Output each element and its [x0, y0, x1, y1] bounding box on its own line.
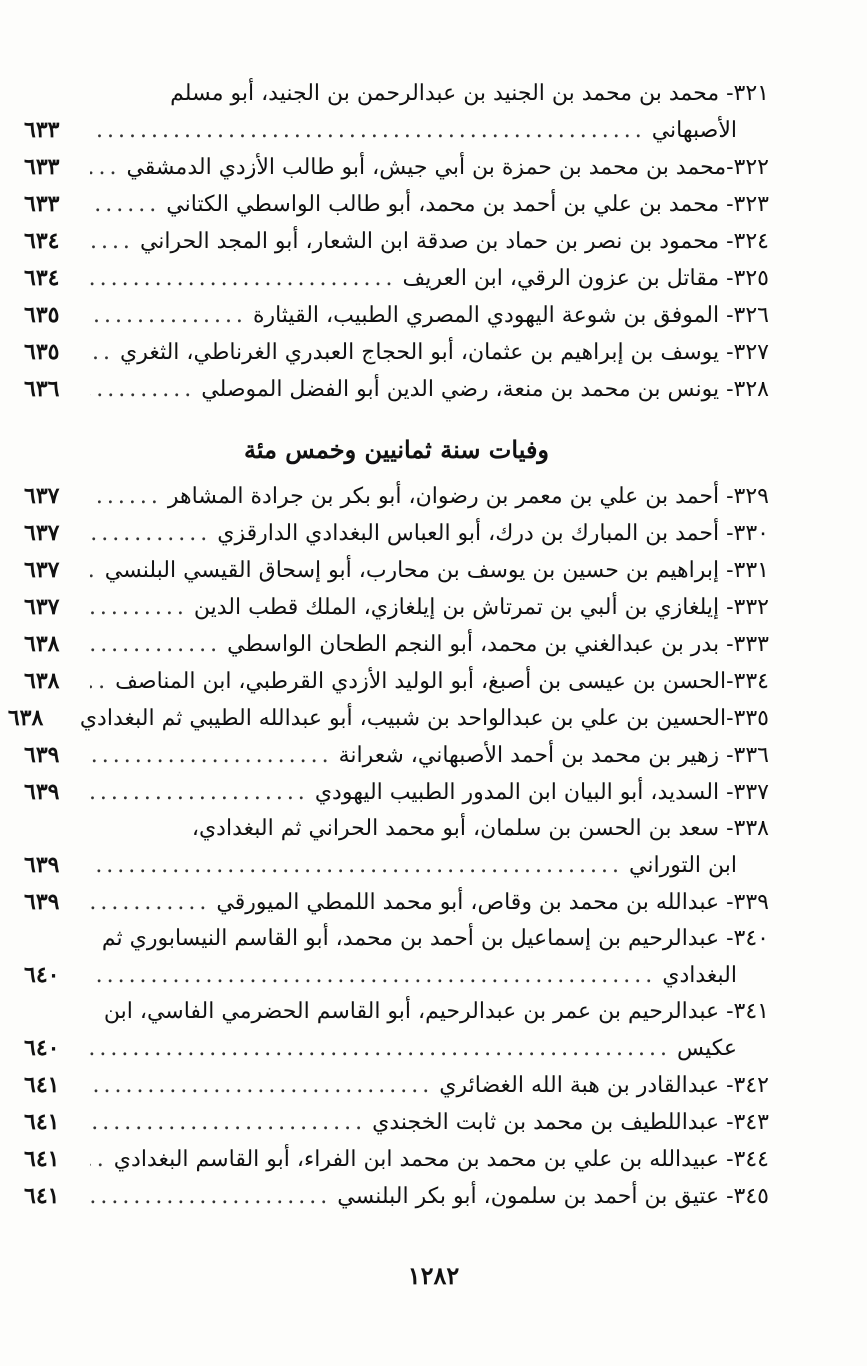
toc-entry-text: ٣٤٤- عبيدالله بن علي بن محمد بن محمد ابن الفراء، أبو القاسم البغدادي — [113, 1147, 769, 1172]
dot-leader — [90, 1031, 671, 1067]
toc-entry-text: ٣٣٦- زهير بن محمد بن أحمد الأصبهاني، شعرانة — [338, 743, 769, 768]
dot-leader — [90, 479, 162, 515]
toc-entry-text: ٣٢٤- محمود بن نصر بن حماد بن صدقة ابن الشعار، أبو المجد الحراني — [139, 229, 769, 254]
toc-entry-text: ٣٢٥- مقاتل بن عزون الرقي، ابن العريف — [402, 266, 769, 291]
toc-entry-text: ٣٢٧- يوسف بن إبراهيم بن عثمان، أبو الحجاج العبدري الغرناطي، الثغري — [119, 340, 769, 365]
toc-entry-line — [24, 149, 769, 186]
toc-entry-text: ٣٢٣- محمد بن علي بن أحمد بن محمد، أبو طالب الواسطي الكتاني — [166, 192, 769, 217]
dot-leader — [90, 298, 247, 334]
dot-leader — [90, 627, 221, 663]
section-entries-2 — [7, 478, 769, 1215]
toc-page-number: ٦٣٣ — [24, 117, 60, 143]
toc-entry-line — [24, 186, 769, 223]
dot-leader — [90, 150, 120, 186]
toc-entry-line — [24, 260, 769, 297]
toc-entry-continuation — [24, 847, 769, 884]
toc-entry-text: ٣٣٢- إيلغازي بن ألبي بن تمرتاش بن إيلغازي، الملك قطب الدين — [193, 595, 769, 620]
dot-leader — [90, 590, 188, 626]
section-heading: وفيات سنة ثمانيين وخمس مئة — [243, 435, 549, 464]
toc-entry-continuation — [24, 1030, 769, 1067]
toc-page-number: ٦٣٧ — [24, 483, 60, 509]
toc-entry-line — [24, 76, 769, 112]
dot-leader — [90, 1105, 366, 1141]
toc-entry-line — [7, 700, 769, 737]
dot-leader — [90, 553, 99, 589]
toc-entry-line — [24, 1141, 769, 1178]
toc-entry — [24, 260, 769, 297]
toc-page-number: ٦٤١ — [24, 1146, 60, 1172]
dot-leader — [90, 848, 623, 884]
dot-leader — [90, 335, 114, 371]
toc-entry — [24, 994, 769, 1067]
dot-leader — [90, 187, 160, 223]
toc-entry-text: البغدادي — [662, 963, 737, 988]
dot-leader — [90, 738, 333, 774]
toc-entry-line — [24, 297, 769, 334]
toc-page-number: ٦٣٣ — [24, 191, 60, 217]
toc-entry-text: ٣٤١- عبدالرحيم بن عمر بن عبدالرحيم، أبو القاسم الحضرمي الفاسي، ابن — [103, 999, 769, 1024]
toc-entry-text: ٣٢٢-محمد بن محمد بن حمزة بن أبي جيش، أبو طالب الأزدي الدمشقي — [126, 155, 769, 180]
toc-entry-text: ٣٣٩- عبدالله بن محمد بن وقاص، أبو محمد اللمطي الميورقي — [216, 890, 769, 915]
toc-entry-text: ٣٢٩- أحمد بن علي بن معمر بن رضوان، أبو بكر بن جرادة المشاهر — [167, 484, 769, 509]
toc-entry — [24, 737, 769, 774]
toc-entry-continuation — [24, 957, 769, 994]
toc-entry-text: ٣٣٣- بدر بن عبدالغني بن محمد، أبو النجم الطحان الواسطي — [227, 632, 769, 657]
toc-page-number: ٦٣٧ — [24, 520, 60, 546]
toc-page-number: ٦٣٨ — [24, 631, 60, 657]
toc-entry-text: ٣٣٧- السديد، أبو البيان ابن المدور الطبيب اليهودي — [314, 780, 769, 805]
toc-entry-text: عكيس — [677, 1036, 737, 1061]
toc-entry-line — [24, 663, 769, 700]
toc-page-number: ٦٣٩ — [24, 889, 60, 915]
toc-entry — [24, 478, 769, 515]
toc-entry — [24, 884, 769, 921]
toc-entry-text: ٣٣٥-الحسين بن علي بن عبدالواحد بن شبيب، أبو عبدالله الطيبي ثم البغدادي — [79, 706, 769, 731]
toc-page-number: ٦٤١ — [24, 1109, 60, 1135]
toc-page-number: ٦٣٥ — [24, 339, 60, 365]
page-number: ١٢٨٢ — [407, 1261, 460, 1290]
table-of-contents — [7, 76, 769, 1215]
dot-leader — [90, 1142, 108, 1178]
toc-page-number: ٦٤٠ — [24, 962, 60, 988]
toc-entry — [24, 371, 769, 408]
dot-leader — [90, 261, 396, 297]
toc-entry-text: ٣٢٨- يونس بن محمد بن منعة، رضي الدين أبو الفضل الموصلي — [201, 377, 769, 402]
toc-entry-text: ٣٢١- محمد بن محمد بن الجنيد بن عبدالرحمن بن الجنيد، أبو مسلم — [170, 81, 769, 106]
toc-entry-line — [24, 334, 769, 371]
toc-page-number: ٦٣٥ — [24, 302, 60, 328]
toc-entry-text: ٣٣٨- سعد بن الحسن بن سلمان، أبو محمد الحراني ثم البغدادي، — [191, 816, 769, 841]
toc-entry-text: ٣٣٤-الحسن بن عيسى بن أصبغ، أبو الوليد الأزدي القرطبي، ابن المناصف — [115, 669, 769, 694]
dot-leader — [90, 1179, 331, 1215]
toc-page-number: ٦٤١ — [24, 1183, 60, 1209]
toc-entry-line — [24, 774, 769, 811]
toc-entry — [24, 515, 769, 552]
toc-page-number: ٦٣٩ — [24, 852, 60, 878]
dot-leader — [90, 372, 195, 408]
toc-entry — [24, 1067, 769, 1104]
dot-leader — [90, 224, 134, 260]
toc-entry-line — [24, 589, 769, 626]
toc-entry — [24, 1141, 769, 1178]
section-entries-1 — [24, 76, 769, 408]
toc-entry-text: ٣٣١- إبراهيم بن حسين بن يوسف بن محارب، أبو إسحاق القيسي البلنسي — [104, 558, 769, 583]
toc-entry-line — [24, 1104, 769, 1141]
dot-leader — [90, 1068, 433, 1104]
toc-entry-line — [24, 811, 769, 847]
toc-entry-text: ٣٤٣- عبداللطيف بن محمد بن ثابت الخجندي — [372, 1110, 769, 1135]
toc-entry-line — [24, 626, 769, 663]
toc-entry — [24, 1104, 769, 1141]
toc-entry-line — [24, 515, 769, 552]
toc-entry — [24, 663, 769, 700]
toc-page-number: ٦٣٩ — [24, 742, 60, 768]
toc-entry-line — [24, 737, 769, 774]
toc-entry-text: ٣٤٢- عبدالقادر بن هبة الله الغضائري — [439, 1073, 769, 1098]
toc-entry — [24, 334, 769, 371]
toc-entry — [7, 700, 769, 737]
toc-page-number: ٦٣٩ — [24, 779, 60, 805]
toc-entry-line — [24, 1178, 769, 1215]
toc-entry-text: ٣٢٦- الموفق بن شوعة اليهودي المصري الطبيب، القيثارة — [252, 303, 769, 328]
toc-entry-line — [24, 994, 769, 1030]
toc-entry-text: ٣٤٥- عتيق بن أحمد بن سلمون، أبو بكر البلنسي — [337, 1184, 769, 1209]
toc-entry — [24, 223, 769, 260]
toc-entry-text: الأصبهاني — [651, 118, 737, 143]
toc-page-number: ٦٣٣ — [24, 154, 60, 180]
toc-entry-text: ٣٤٠- عبدالرحيم بن إسماعيل بن أحمد بن محمد، أبو القاسم النيسابوري ثم — [101, 926, 769, 951]
toc-entry — [24, 1178, 769, 1215]
toc-entry — [24, 76, 769, 149]
toc-page-number: ٦٤٠ — [24, 1035, 60, 1061]
toc-entry — [24, 186, 769, 223]
toc-entry-line — [24, 884, 769, 921]
toc-entry-line — [24, 921, 769, 957]
toc-entry — [24, 811, 769, 884]
toc-entry — [24, 921, 769, 994]
toc-entry — [24, 589, 769, 626]
dot-leader — [90, 516, 211, 552]
toc-page-number: ٦٣٨ — [7, 705, 44, 731]
toc-entry — [24, 552, 769, 589]
toc-page-number: ٦٣٤ — [24, 265, 60, 291]
dot-leader — [90, 775, 309, 811]
toc-page-number: ٦٣٨ — [24, 668, 60, 694]
toc-entry — [24, 626, 769, 663]
toc-entry-line — [24, 371, 769, 408]
toc-entry-line — [24, 223, 769, 260]
toc-entry — [24, 149, 769, 186]
toc-entry-continuation — [24, 112, 769, 149]
toc-entry-line — [24, 1067, 769, 1104]
toc-entry-text: ٣٣٠- أحمد بن المبارك بن درك، أبو العباس البغدادي الدارقزي — [217, 521, 769, 546]
toc-entry-text: ابن التوراني — [629, 853, 737, 878]
toc-entry-line — [24, 478, 769, 515]
toc-entry — [24, 297, 769, 334]
dot-leader — [90, 664, 109, 700]
dot-leader — [90, 885, 210, 921]
toc-entry — [24, 774, 769, 811]
toc-page-number: ٦٤١ — [24, 1072, 60, 1098]
toc-entry-line — [24, 552, 769, 589]
dot-leader — [90, 958, 656, 994]
toc-page-number: ٦٣٦ — [24, 376, 60, 402]
toc-page-number: ٦٣٧ — [24, 594, 60, 620]
dot-leader — [90, 113, 646, 149]
toc-page-number: ٦٣٧ — [24, 557, 60, 583]
toc-page-number: ٦٣٤ — [24, 228, 60, 254]
